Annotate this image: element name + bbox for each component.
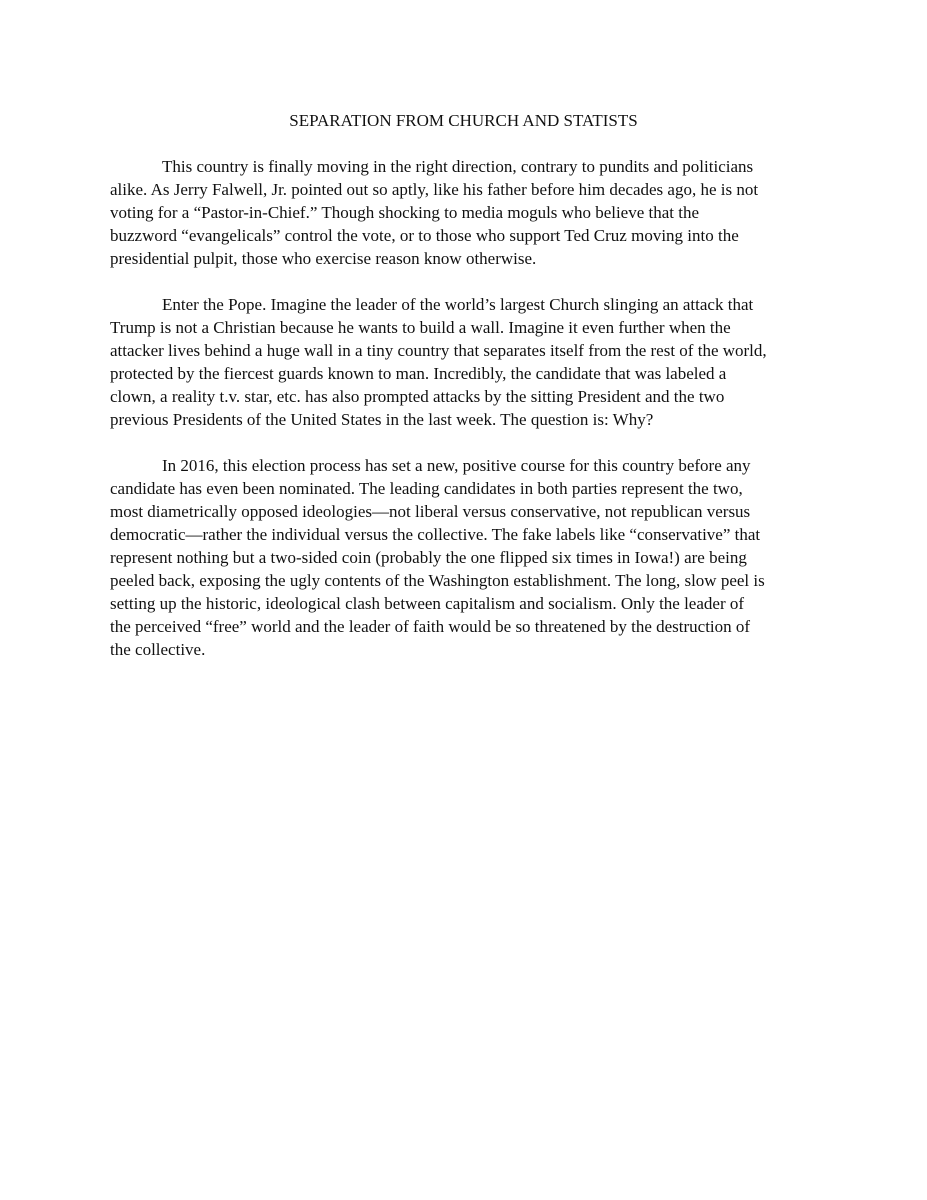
- paragraph-line: the perceived “free” world and the leader of faith would be so threatened by the destruction of: [110, 617, 751, 636]
- paragraph-line: the collective.: [110, 640, 206, 659]
- document-body: [110, 155, 820, 684]
- document-title: SEPARATION FROM CHURCH AND STATISTS: [289, 111, 638, 130]
- paragraph-line: Enter the Pope. Imagine the leader of the world’s largest Church slinging an attack that: [162, 295, 754, 314]
- paragraph-line: democratic—rather the individual versus the collective. The fake labels like “conservative” that: [110, 525, 761, 544]
- paragraph-line: protected by the fiercest guards known to man. Incredibly, the candidate that was labeled a: [110, 364, 727, 383]
- paragraph-line: Trump is not a Christian because he wants to build a wall. Imagine it even further when the: [110, 318, 731, 337]
- paragraph-line: previous Presidents of the United States in the last week. The question is: Why?: [110, 410, 654, 429]
- paragraph-line: In 2016, this election process has set a new, positive course for this country before any: [162, 456, 751, 475]
- paragraph-1: [110, 155, 820, 270]
- paragraph-line: buzzword “evangelicals” control the vote, or to those who support Ted Cruz moving into the: [110, 226, 739, 245]
- paragraph-3: [110, 454, 820, 661]
- paragraph-line: candidate has even been nominated. The leading candidates in both parties represent the two,: [110, 479, 743, 498]
- paragraph-line: This country is finally moving in the right direction, contrary to pundits and politicians: [162, 157, 754, 176]
- paragraph-line: attacker lives behind a huge wall in a tiny country that separates itself from the rest of the world,: [110, 341, 767, 360]
- paragraph-line: setting up the historic, ideological clash between capitalism and socialism. Only the leader of: [110, 594, 745, 613]
- paragraph-line: peeled back, exposing the ugly contents of the Washington establishment. The long, slow peel is: [110, 571, 765, 590]
- paragraph-line: voting for a “Pastor-in-Chief.” Though shocking to media moguls who believe that the: [110, 203, 700, 222]
- paragraph-line: alike. As Jerry Falwell, Jr. pointed out so aptly, like his father before him decades ago, he is not: [110, 180, 759, 199]
- paragraph-line: represent nothing but a two-sided coin (probably the one flipped six times in Iowa!) are being: [110, 548, 747, 567]
- paragraph-line: most diametrically opposed ideologies—not liberal versus conservative, not republican versus: [110, 502, 751, 521]
- paragraph-line: presidential pulpit, those who exercise reason know otherwise.: [110, 249, 537, 268]
- paragraph-2: [110, 293, 820, 431]
- paragraph-line: clown, a reality t.v. star, etc. has also prompted attacks by the sitting President and the two: [110, 387, 725, 406]
